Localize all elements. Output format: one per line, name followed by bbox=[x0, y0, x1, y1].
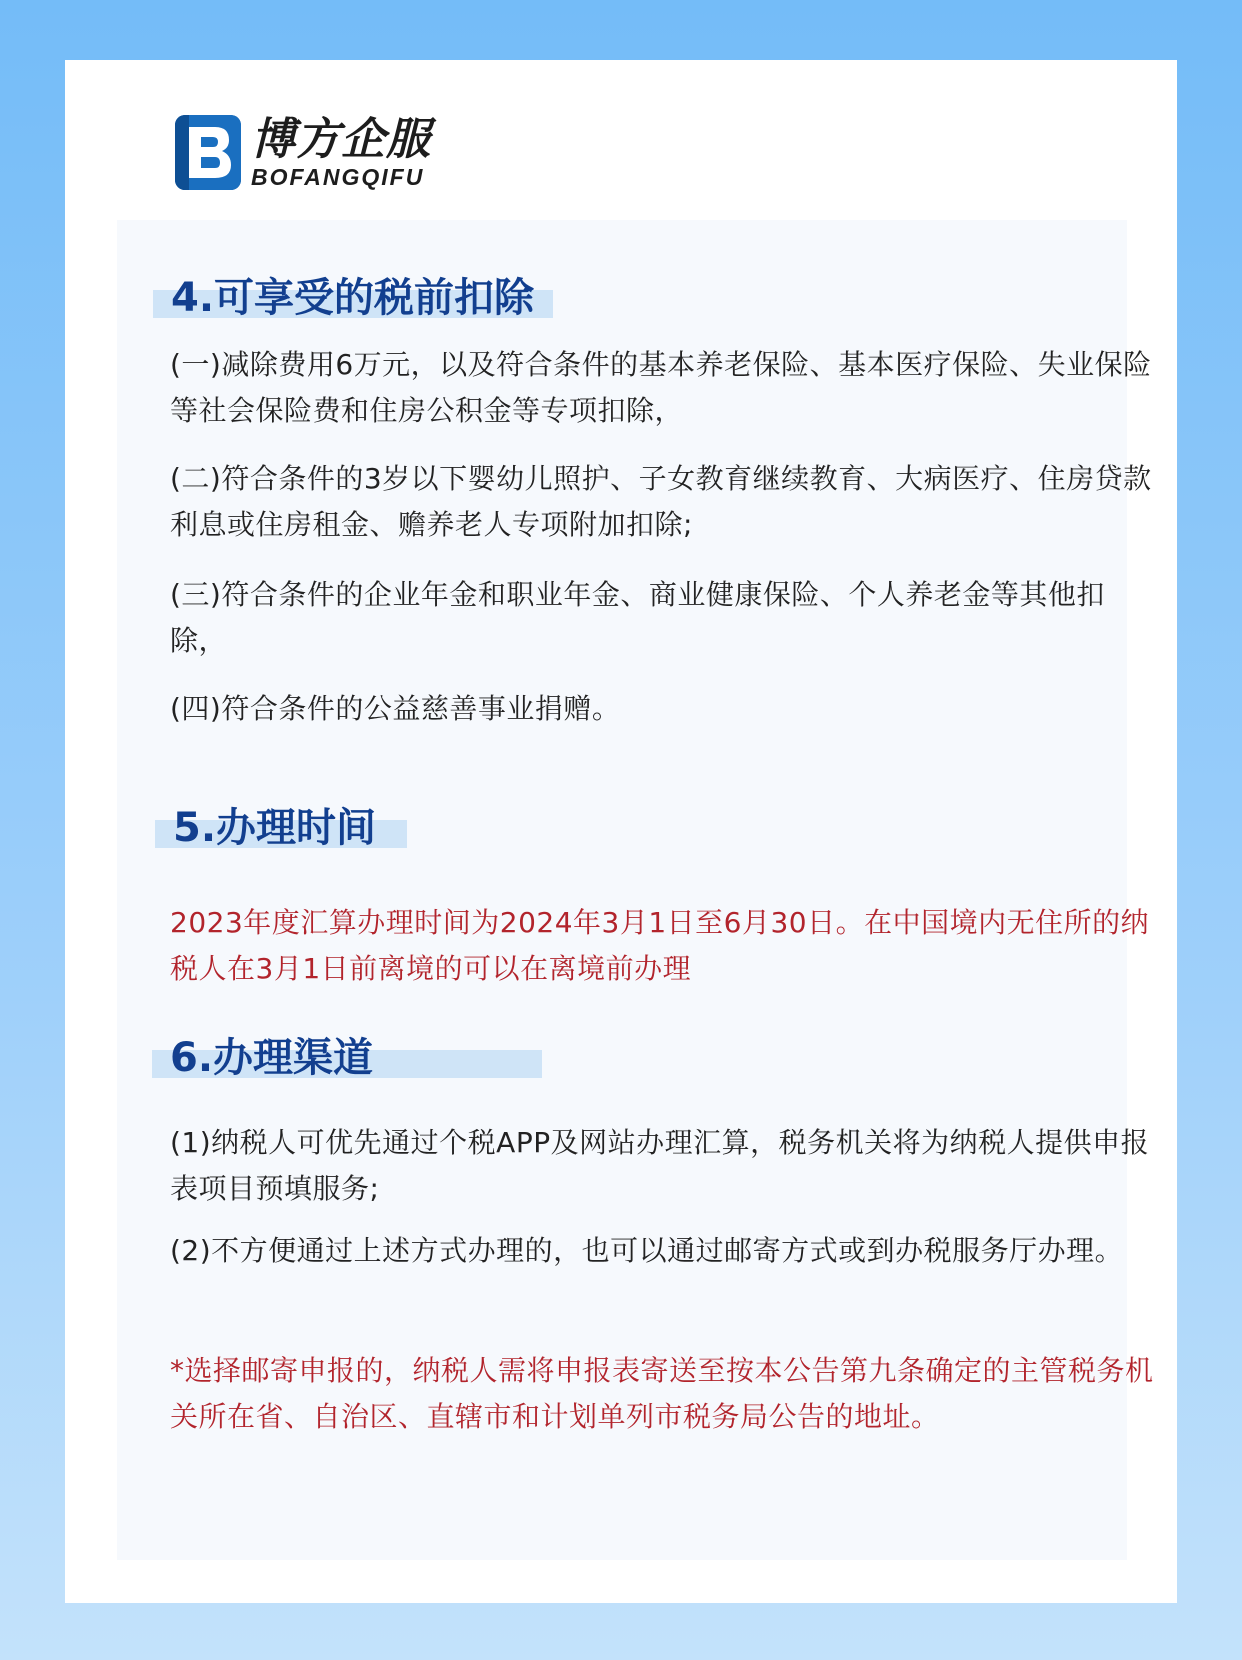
section-title: 6.办理渠道 bbox=[170, 1035, 374, 1081]
brand-logo bbox=[175, 115, 431, 190]
brand-name-en: BOFANGQIFU bbox=[251, 163, 425, 190]
logo-b-icon bbox=[175, 115, 241, 190]
mail-note-text: *选择邮寄申报的，纳税人需将申报表寄送至按本公告第九条确定的主管税务机关所在省、自治区、直辖市和计划单列市税务局公告的地址。 bbox=[170, 1354, 1154, 1433]
section-heading-deductions bbox=[153, 270, 643, 321]
section-heading-time bbox=[155, 800, 415, 851]
paragraph: (四)符合条件的公益慈善事业捐赠。 bbox=[170, 692, 621, 725]
section-title: 5.办理时间 bbox=[173, 805, 377, 851]
brand-name-cn: 博方企服 bbox=[251, 113, 431, 165]
paragraph: (三)符合条件的企业年金和职业年金、商业健康保险、个人养老金等其他扣除， bbox=[170, 578, 1105, 657]
time-highlight-text: 2023年度汇算办理时间为2024年3月1日至6月30日。在中国境内无住所的纳税人在3月1日前离境的可以在离境前办理 bbox=[170, 906, 1150, 985]
content-card bbox=[65, 60, 1177, 1603]
paragraph: (一)减除费用6万元，以及符合条件的基本养老保险、基本医疗保险、失业保险等社会保险费和住房公积金等专项扣除， bbox=[170, 348, 1152, 427]
paragraph: (2)不方便通过上述方式办理的，也可以通过邮寄方式或到办税服务厅办理。 bbox=[170, 1234, 1124, 1267]
paragraph: (1)纳税人可优先通过个税APP及网站办理汇算，税务机关将为纳税人提供申报表项目预填服务; bbox=[170, 1126, 1150, 1205]
paragraph: (二)符合条件的3岁以下婴幼儿照护、子女教育继续教育、大病医疗、住房贷款利息或住房租金、赡养老人专项附加扣除; bbox=[170, 462, 1152, 541]
section-heading-channels bbox=[152, 1030, 542, 1081]
section-title: 4.可享受的税前扣除 bbox=[171, 275, 535, 321]
